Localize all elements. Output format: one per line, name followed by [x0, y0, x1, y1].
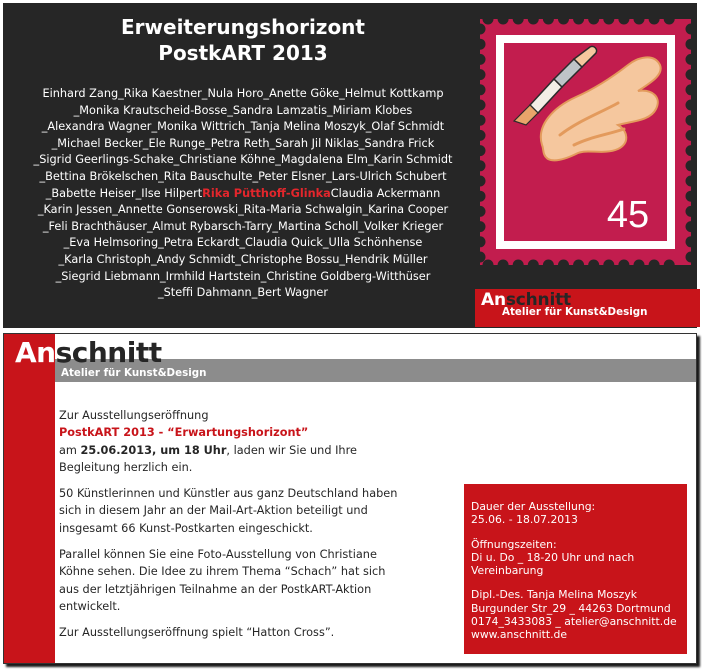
names-text: _Babette Heiser_Ilse Hilpert	[45, 186, 203, 200]
title-line-1: Erweiterungshorizont	[121, 15, 365, 39]
names-line: _Karla Christoph_Andy Schmidt_Christophe Bossu_Hendrik Müller	[58, 252, 428, 266]
names-line: _Monika Krautscheid-Bosse_Sandra Lamzatis_Miriam Klobes	[73, 103, 413, 117]
date-prefix: am	[59, 443, 81, 457]
title-line-2: PostkART 2013	[158, 41, 328, 65]
names-line: _Michael Becker_Ele Runge_Petra Reth_Sarah Jil Niklas_Sandra Frick	[51, 136, 435, 150]
invitation-text	[59, 407, 404, 642]
brand-logo-an: An	[481, 290, 506, 310]
hours-label: Öffnungszeiten:	[471, 537, 557, 551]
names-line: _Eva Helmsoring_Petra Eckardt_Claudia Quick_Ulla Schönhense	[63, 236, 423, 250]
artist-names	[3, 86, 483, 302]
postcard-front	[3, 3, 697, 328]
contact-name: Dipl.-Des. Tanja Melina Moszyk	[471, 588, 637, 602]
names-line: _Siegrid Liebmann_Irmhild Hartstein_Christine Goldberg-Witthüser	[55, 269, 431, 283]
brand-logo-an: An	[15, 336, 56, 369]
names-line: _Bettina Brökelschen_Rita Bauschulte_Peter Elsner_Lars-Ulrich Schubert	[39, 169, 447, 183]
names-line: _Sigrid Geerlings-Schake_Christiane Köhne_Magdalena Elm_Karin Schmidt	[33, 153, 453, 167]
invite-paragraph-4: Zur Ausstellungseröffnung spielt “Hatton Cross”.	[59, 626, 335, 640]
hours-line-2: Vereinbarung	[471, 564, 544, 578]
names-line: _Feli Brachthäuser_Almut Rybarsch-Tarry_Martina Scholl_Volker Krieger	[42, 219, 444, 233]
exhibition-title	[3, 14, 483, 66]
stamp-value: 45	[606, 194, 650, 236]
duration-label: Dauer der Ausstellung:	[471, 500, 596, 513]
invite-paragraph-2: 50 Künstlerinnen und Künstler aus ganz Deutschland haben sich in diesem Jahr an der Mail-Art-Aktion beteiligt und insgesamt 66 Kunst-Postkarten eingeschickt.	[59, 487, 398, 535]
names-text: Claudia Ackermann	[330, 186, 441, 200]
postage-stamp-icon	[478, 17, 693, 267]
names-line	[3, 186, 483, 203]
top-brand-bar	[475, 289, 700, 327]
invite-line-1: Zur Ausstellungseröffnung	[59, 409, 209, 422]
names-line: _Karin Jessen_Annette Gonserowski_Rita-Maria Schwalgin_Karina Cooper	[37, 203, 449, 217]
brand-logo	[15, 335, 162, 371]
brand-logo-rest: schnitt	[505, 290, 571, 310]
date-bold: 25.06.2013, um 18 Uhr	[80, 443, 227, 457]
contact-address: Burgunder Str_29 _ 44263 Dortmund	[471, 601, 671, 615]
invite-paragraph-3: Parallel können Sie eine Foto-Ausstellung von Christiane Köhne sehen. Die Idee zu ihrem Thema “Schach” hat sich aus der letztjährigen Teilnahme an der PostkART-Aktion entwickelt.	[59, 548, 386, 613]
highlighted-name: Rika Pütthoff-Glinka	[202, 186, 331, 200]
duration-value: 25.06. - 18.07.2013	[471, 513, 578, 527]
invite-exhibition-name: PostkART 2013 - “Erwartungshorizont”	[59, 426, 309, 440]
brand-subtitle: Atelier für Kunst&Design	[61, 367, 207, 379]
postcard-back	[3, 333, 697, 664]
red-side-strip	[4, 334, 55, 663]
contact-web: www.anschnitt.de	[471, 628, 568, 642]
names-line: _Alexandra Wagner_Monika Wittrich_Tanja Melina Moszyk_Olaf Schmidt	[41, 120, 445, 134]
hours-line-1: Di u. Do _ 18-20 Uhr und nach	[471, 550, 635, 564]
brand-logo-rest: schnitt	[55, 336, 162, 369]
info-box	[464, 484, 687, 654]
names-line: _Steffi Dahmann_Bert Wagner	[157, 286, 329, 300]
invite-date-paragraph	[59, 442, 404, 477]
date-suffix: , laden wir Sie und Ihre Begleitung herzlich ein.	[59, 443, 357, 474]
contact-phone-email: 0174_3433083 _ atelier@anschnitt.de	[471, 615, 677, 629]
names-line: Einhard Zang_Rika Kaestner_Nula Horo_Anette Göke_Helmut Kottkamp	[42, 87, 444, 100]
brand-subtitle: Atelier für Kunst&Design	[502, 306, 648, 318]
